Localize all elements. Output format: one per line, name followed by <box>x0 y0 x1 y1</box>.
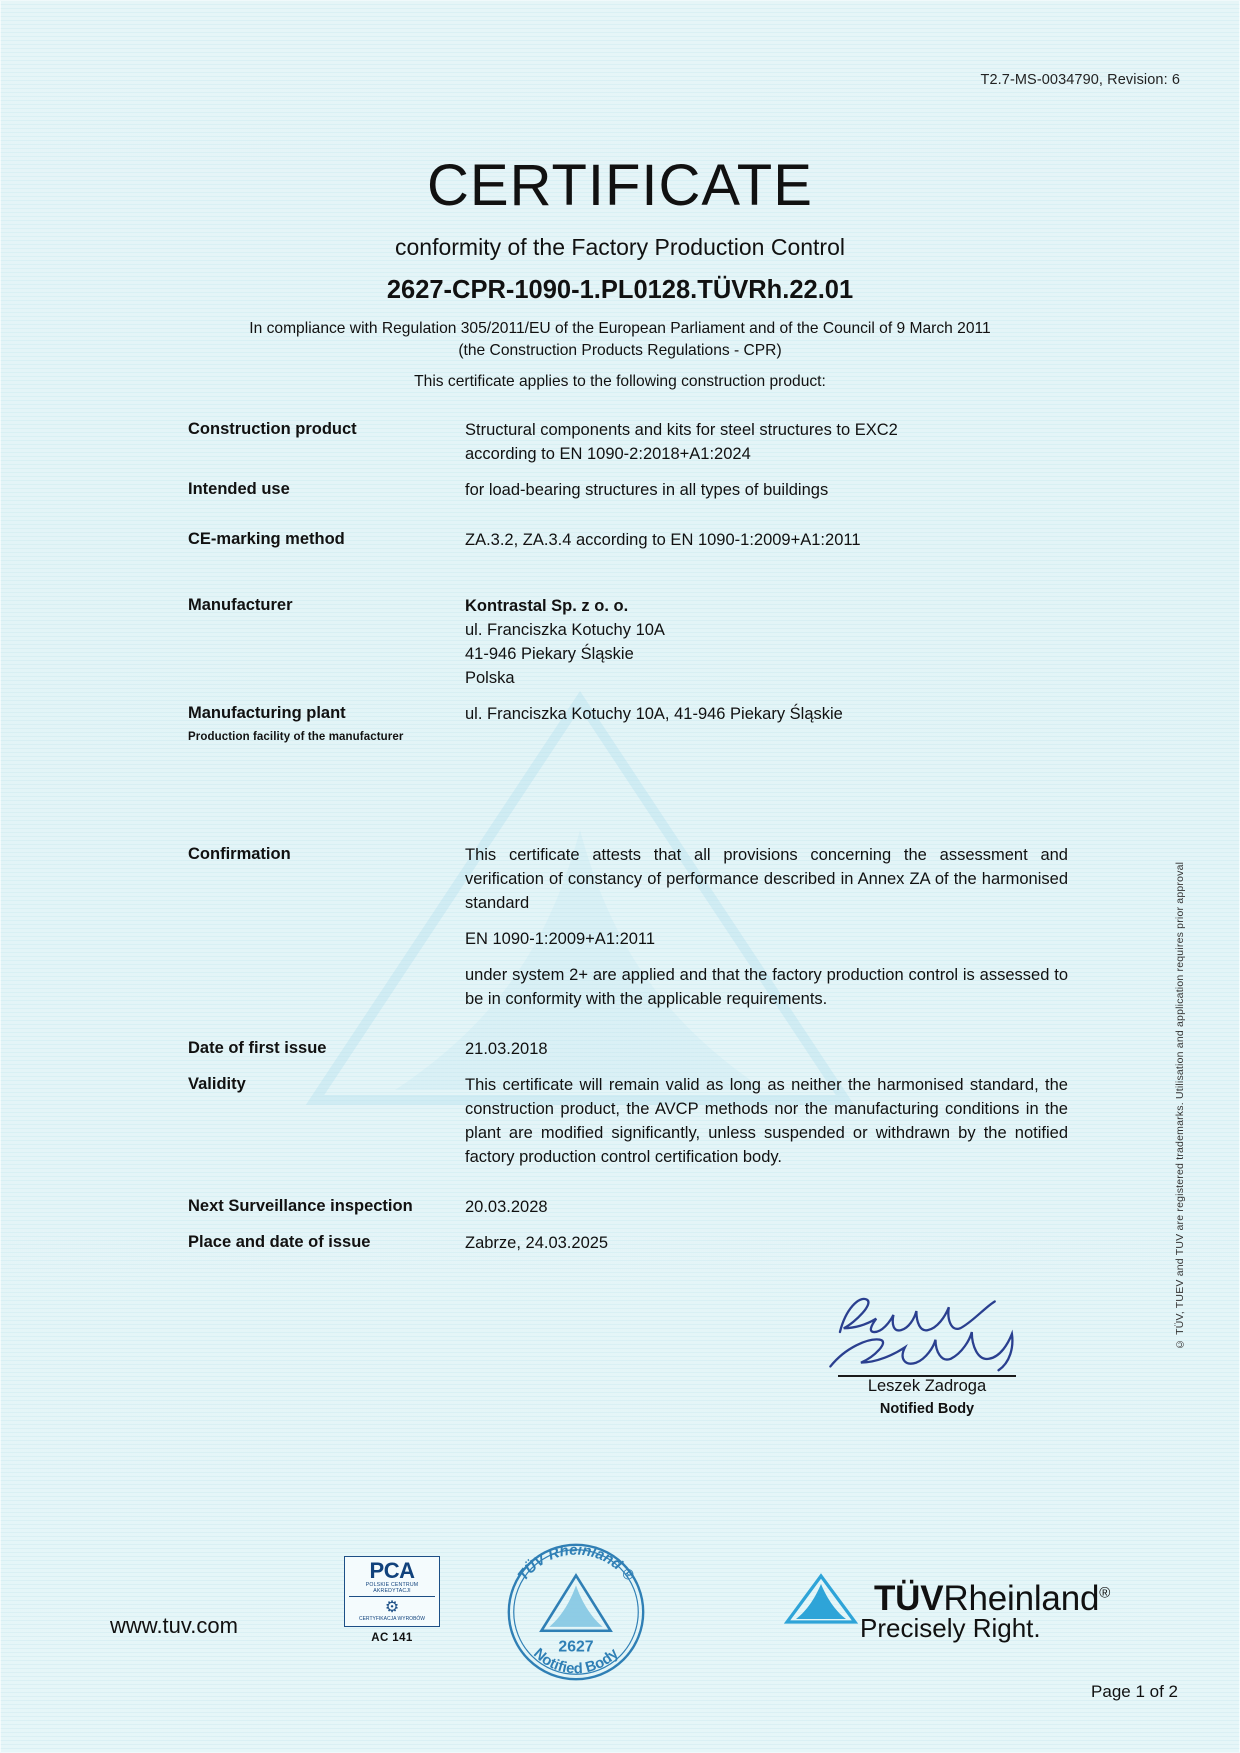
document-code: T2.7-MS-0034790, Revision: 6 <box>980 72 1180 88</box>
page-title: CERTIFICATE <box>427 153 813 218</box>
spacer <box>188 1061 1068 1073</box>
value-date-of-first-issue: 21.03.2018 <box>465 1040 548 1058</box>
label-place-and-date-of-issue: Place and date of issue <box>188 1233 371 1251</box>
svg-text:TÜV Rheinland ®: TÜV Rheinland ® <box>515 1542 637 1585</box>
value-next-surveillance-inspection: 20.03.2028 <box>465 1198 548 1216</box>
intro-line-2: (the Construction Products Regulations - CPR) <box>458 342 782 359</box>
label-date-of-first-issue: Date of first issue <box>188 1039 327 1057</box>
confirmation-paragraph-1: This certificate attests that all provisions concerning the assessment and verification of constancy of performance described in Annex ZA of the harmonised standard <box>465 846 1068 912</box>
value-ce-marking-method: ZA.3.2, ZA.3.4 according to EN 1090-1:2009+A1:2011 <box>465 531 861 549</box>
tuv-brand-secondary: Rheinland <box>943 1579 1100 1618</box>
manufacturer-street: ul. Franciszka Kotuchy 10A <box>465 621 665 639</box>
label-validity: Validity <box>188 1075 246 1093</box>
row-intended-use <box>188 478 1068 502</box>
value-place-and-date-of-issue: Zabrze, 24.03.2025 <box>465 1234 609 1252</box>
spacer <box>188 1011 1068 1037</box>
spacer <box>188 1219 1068 1231</box>
label-manufacturer: Manufacturer <box>188 596 293 614</box>
registered-mark-icon: ® <box>1099 1584 1111 1602</box>
certificate-subtitle: conformity of the Factory Production Control <box>395 234 845 260</box>
signature-block <box>812 1290 1042 1417</box>
row-next-surveillance-inspection <box>188 1195 1068 1219</box>
spacer <box>188 690 1068 702</box>
pca-accreditation-mark <box>344 1556 440 1644</box>
value-manufacturer <box>465 594 1068 690</box>
manufacturer-name: Kontrastal Sp. z o. o. <box>465 597 629 615</box>
spacer <box>188 552 1068 594</box>
svg-text:2627: 2627 <box>558 1638 594 1656</box>
intro-line-1: In compliance with Regulation 305/2011/EU of the European Parliament and of the Council of 9 March 2011 <box>249 320 991 337</box>
pca-symbol-area <box>349 1596 435 1622</box>
manufacturer-country: Polska <box>465 669 515 687</box>
manufacturing-plant-label-sub: Production facility of the manufacturer <box>188 731 404 743</box>
intro-line-3: This certificate applies to the following construction product: <box>414 373 826 390</box>
row-confirmation <box>188 843 1068 1011</box>
intro-block <box>0 318 1240 393</box>
spacer <box>188 502 1068 528</box>
tuv-notified-body-stamp-icon <box>492 1528 660 1696</box>
row-construction-product <box>188 418 1068 466</box>
row-validity <box>188 1073 1068 1169</box>
pca-cert-label: CERTYFIKACJA WYROBÓW <box>358 1616 426 1622</box>
copyright-side-note: © TÜV, TUEV and TUV are registered trademarks. Utilisation and application requires prior approval <box>1174 861 1186 1350</box>
row-ce-marking-method <box>188 528 1068 552</box>
signatory-role: Notified Body <box>879 1401 975 1417</box>
value-confirmation <box>465 843 1068 1011</box>
value-construction-product <box>465 418 1068 466</box>
spacer <box>188 1169 1068 1195</box>
row-manufacturing-plant <box>188 702 1068 749</box>
construction-product-line-1: Structural components and kits for steel structures to EXC2 <box>465 421 898 439</box>
certificate-number: 2627-CPR-1090-1.PL0128.TÜVRh.22.01 <box>386 276 854 304</box>
label-confirmation: Confirmation <box>188 845 291 863</box>
value-validity: This certificate will remain valid as long as neither the harmonised standard, the construction product, the AVCP methods nor the manufacturing conditions in the plant are modified significantly, unless suspended or withdrawn by the notified factory production control certification body. <box>465 1076 1068 1166</box>
label-ce-marking-method: CE-marking method <box>188 530 345 548</box>
confirmation-standard: EN 1090-1:2009+A1:2011 <box>465 930 656 948</box>
label-manufacturing-plant <box>188 702 465 749</box>
manufacturing-plant-label-main: Manufacturing plant <box>188 704 346 722</box>
page-number: Page 1 of 2 <box>1091 1682 1178 1701</box>
signatory-name: Leszek Zadroga <box>867 1377 987 1395</box>
row-place-and-date-of-issue <box>188 1231 1068 1255</box>
manufacturer-city: 41-946 Piekary Śląskie <box>465 645 634 663</box>
tuv-brand-primary: TÜV <box>874 1579 944 1618</box>
tuv-tagline: Precisely Right. <box>860 1613 1041 1643</box>
handwritten-signature-icon <box>817 1290 1037 1376</box>
label-intended-use: Intended use <box>188 480 290 498</box>
confirmation-paragraph-2: under system 2+ are applied and that the factory production control is assessed to be in conformity with the applicable requirements. <box>465 966 1068 1008</box>
pca-title: PCA <box>369 1558 415 1583</box>
spacer <box>188 466 1068 478</box>
value-manufacturing-plant: ul. Franciszka Kotuchy 10A, 41-946 Piekary Śląskie <box>465 705 843 723</box>
spacer <box>188 749 1068 811</box>
row-date-of-first-issue <box>188 1037 1068 1061</box>
pca-emblem-icon: ⚙ <box>384 1599 400 1616</box>
pca-box <box>344 1556 440 1627</box>
spacer <box>188 811 1068 843</box>
pca-accreditation-number: AC 141 <box>371 1632 413 1644</box>
label-next-surveillance-inspection: Next Surveillance inspection <box>188 1197 413 1215</box>
footer-website[interactable]: www.tuv.com <box>110 1613 238 1638</box>
pca-subtitle: POLSKIE CENTRUM AKREDYTACJI <box>365 1582 419 1594</box>
construction-product-line-2: according to EN 1090-2:2018+A1:2024 <box>465 445 751 463</box>
tuv-triangle-logo-icon <box>782 1570 860 1628</box>
svg-text:Notified Body: Notified Body <box>530 1645 622 1678</box>
label-construction-product: Construction product <box>188 420 357 438</box>
fields-table <box>188 418 1068 1255</box>
row-manufacturer <box>188 594 1068 690</box>
value-intended-use: for load-bearing structures in all types of buildings <box>465 481 829 499</box>
